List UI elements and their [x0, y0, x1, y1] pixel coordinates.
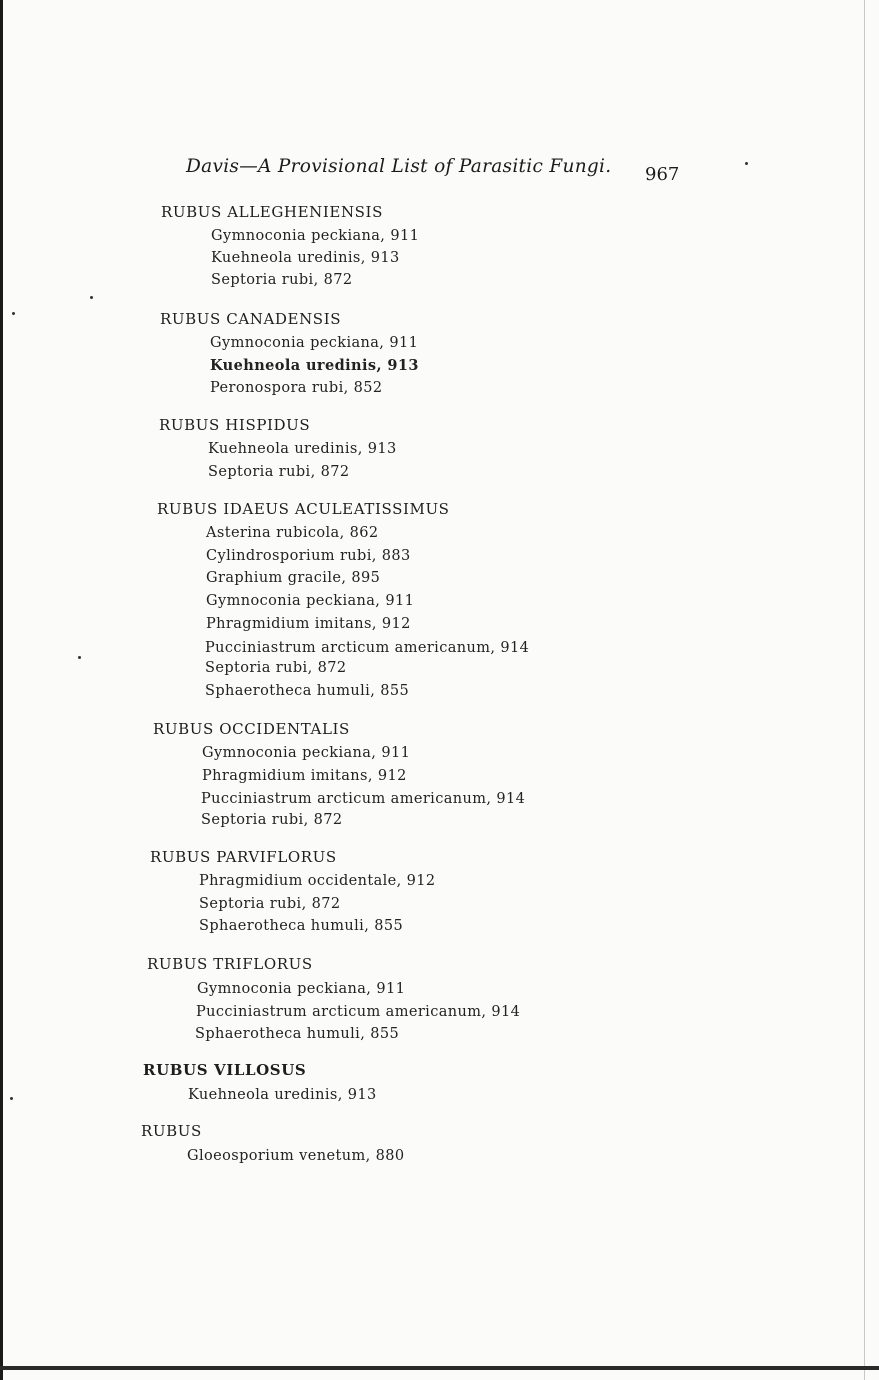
page-number: 967 — [645, 164, 680, 185]
fungus-entry: Septoria rubi, 872 — [205, 660, 347, 676]
fungus-entry: Phragmidium occidentale, 912 — [199, 873, 436, 889]
scan-speck — [90, 296, 93, 299]
fungus-entry: Gymnoconia peckiana, 911 — [211, 228, 420, 244]
fungus-entry: Gymnoconia peckiana, 911 — [202, 745, 411, 761]
host-heading: RUBUS PARVIFLORUS — [150, 848, 337, 866]
fungus-entry: Gymnoconia peckiana, 911 — [206, 593, 415, 609]
fungus-entry: Septoria rubi, 872 — [201, 812, 343, 828]
fungus-entry: Septoria rubi, 872 — [211, 272, 353, 288]
fungus-entry: Gloeosporium venetum, 880 — [187, 1148, 405, 1164]
fungus-entry: Cylindrosporium rubi, 883 — [206, 548, 411, 564]
scan-speck — [12, 312, 15, 315]
fungus-entry: Sphaerotheca humuli, 855 — [205, 683, 410, 699]
fungus-entry: Gymnoconia peckiana, 911 — [210, 335, 419, 351]
fungus-entry: Kuehneola uredinis, 913 — [210, 357, 419, 374]
host-heading: RUBUS VILLOSUS — [143, 1061, 307, 1079]
host-heading: RUBUS HISPIDUS — [159, 416, 311, 434]
host-heading: RUBUS CANADENSIS — [160, 310, 342, 328]
fungus-entry: Kuehneola uredinis, 913 — [211, 250, 400, 266]
fungus-entry: Asterina rubicola, 862 — [206, 525, 379, 541]
fungus-entry: Phragmidium imitans, 912 — [206, 616, 411, 632]
running-title: Davis—A Provisional List of Parasitic Fungi. — [186, 156, 612, 177]
host-heading: RUBUS — [141, 1122, 202, 1140]
host-heading: RUBUS IDAEUS ACULEATISSIMUS — [157, 500, 450, 518]
page-right-edge — [864, 0, 865, 1380]
fungus-entry: Sphaerotheca humuli, 855 — [199, 918, 404, 934]
fungus-entry: Graphium gracile, 895 — [206, 570, 381, 586]
fungus-entry: Peronospora rubi, 852 — [210, 380, 383, 396]
fungus-entry: Gymnoconia peckiana, 911 — [197, 981, 406, 997]
fungus-entry: Sphaerotheca humuli, 855 — [195, 1026, 400, 1042]
scan-speck — [78, 656, 81, 659]
scan-speck — [10, 1097, 13, 1100]
fungus-entry: Pucciniastrum arcticum americanum, 914 — [201, 791, 526, 807]
fungus-entry: Pucciniastrum arcticum americanum, 914 — [205, 640, 530, 656]
fungus-entry: Phragmidium imitans, 912 — [202, 768, 407, 784]
page-left-edge — [0, 0, 3, 1380]
page-bottom-edge — [0, 1366, 879, 1370]
host-heading: RUBUS TRIFLORUS — [147, 955, 313, 973]
fungus-entry: Septoria rubi, 872 — [208, 464, 350, 480]
fungus-entry: Kuehneola uredinis, 913 — [208, 441, 397, 457]
host-heading: RUBUS OCCIDENTALIS — [153, 720, 350, 738]
host-heading: RUBUS ALLEGHENIENSIS — [161, 203, 383, 221]
fungus-entry: Kuehneola uredinis, 913 — [188, 1087, 377, 1103]
scan-speck — [745, 162, 748, 165]
fungus-entry: Septoria rubi, 872 — [199, 896, 341, 912]
fungus-entry: Pucciniastrum arcticum americanum, 914 — [196, 1004, 521, 1020]
